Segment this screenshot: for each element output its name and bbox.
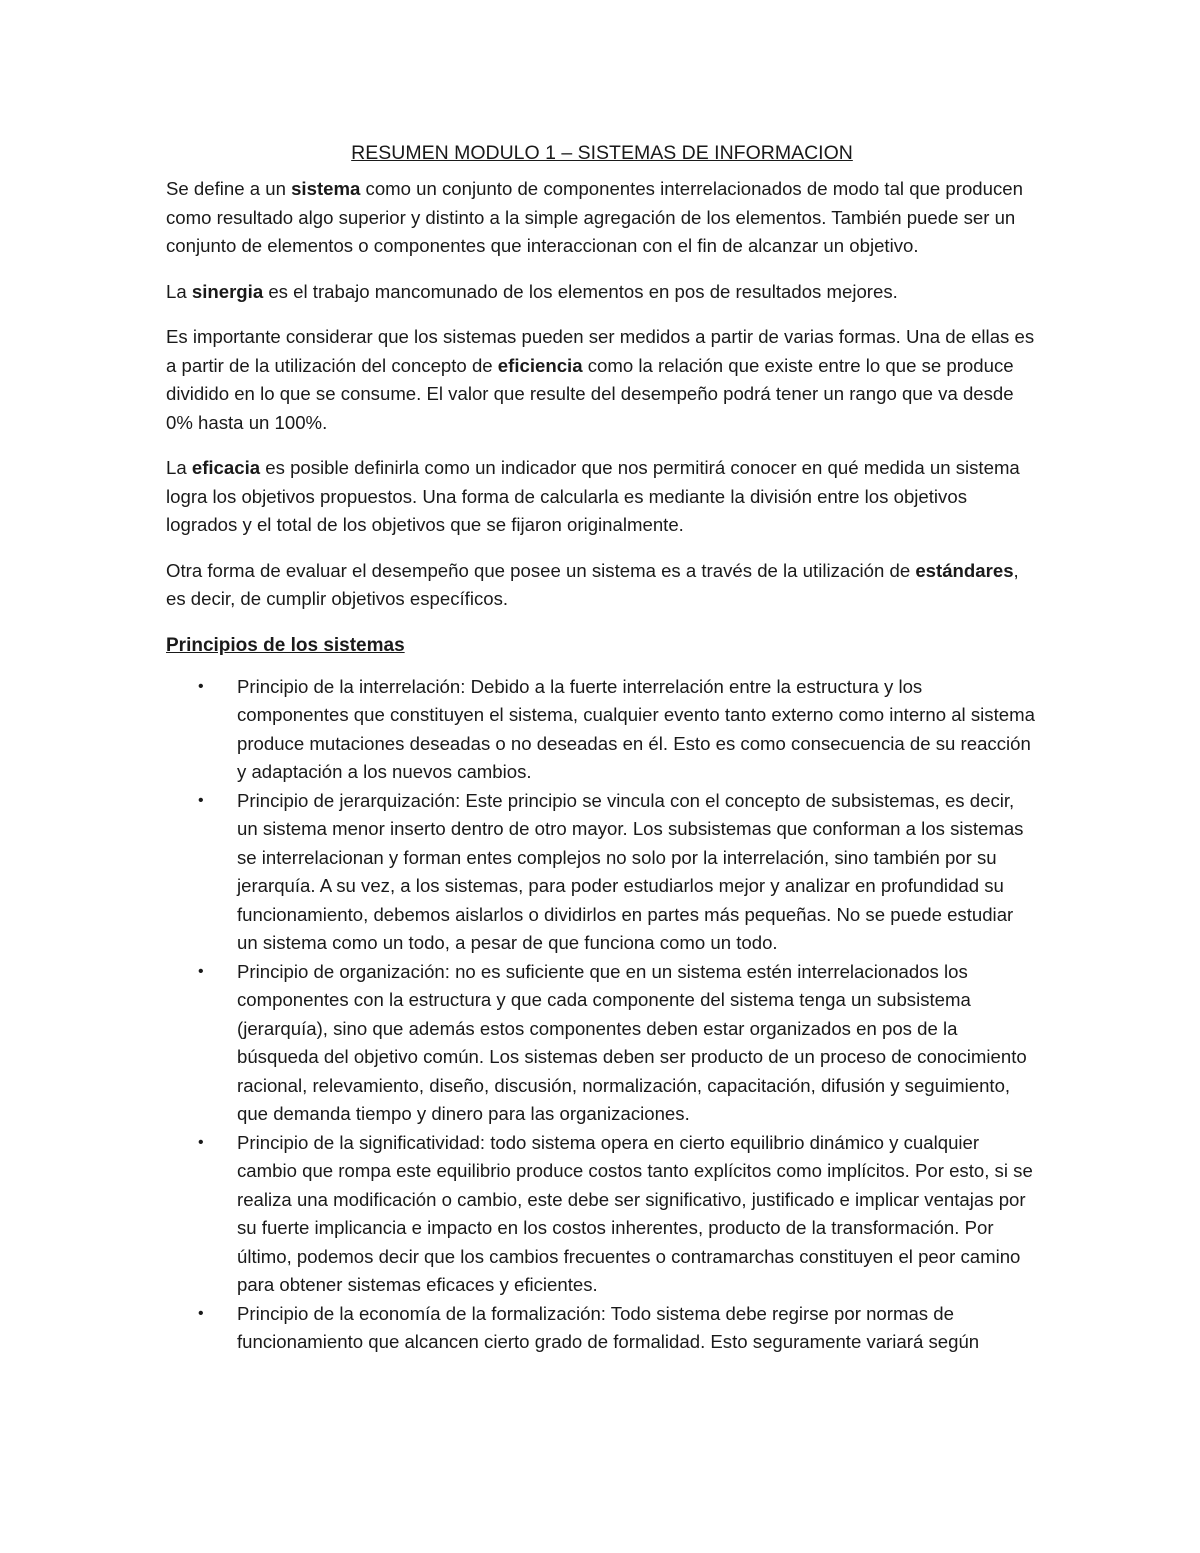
term-estandares: estándares [915,559,1014,581]
text-run: La [166,457,192,478]
bullet-icon: • [198,1304,204,1322]
list-item-text: Principio de la interrelación: Debido a la fuerte interrelación entre la estructura y los componentes que constituyen el sistema, cualquier evento tanto externo como interno al sistema produce mutaciones deseadas o no deseadas en él. Esto es como consecuencia de su reacción y adaptación a los nuevos cambios. [237,675,1035,782]
paragraph-sinergia [166,278,1038,307]
list-item [166,787,1038,958]
principles-list [166,673,1038,1357]
term-eficiencia: eficiencia [497,354,583,376]
bullet-icon: • [198,791,204,809]
list-item [166,673,1038,787]
text-run: es posible definirla como un indicador que nos permitirá conocer en qué medida un sistema logra los objetivos propuestos. Una forma de calcularla es mediante la división entre los objetivos logrados y el total de los objetivos que se fijaron originalmente. [166,457,1020,535]
section-heading-principios: Principios de los sistemas [166,634,405,656]
text-run: como un conjunto de componentes interrelacionados de modo tal que producen como resultado algo superior y distinto a la simple agregación de los elementos. También puede ser un conjunto de elementos o componentes que interaccionan con el fin de alcanzar un objetivo. [166,178,1023,256]
text-run: , es decir, de cumplir objetivos específicos. [166,559,1019,609]
document-title: RESUMEN MODULO 1 – SISTEMAS DE INFORMACION [351,142,853,164]
term-eficacia: eficacia [191,457,261,478]
term-sistema: sistema [291,178,361,199]
list-item [166,1300,1038,1357]
text-run: Se define a un [166,178,292,199]
list-item-text: Principio de la economía de la formalización: Todo sistema debe regirse por normas de funcionamiento que alcancen cierto grado de formalidad. Esto seguramente variará según [237,1302,980,1352]
text-run: como la relación que existe entre lo que se produce dividido en lo que se consume. El valor que resulte del desempeño podrá tener un rango que va desde 0% hasta un 100%. [166,354,1014,433]
text-run: es el trabajo mancomunado de los elementos en pos de resultados mejores. [263,280,898,302]
bullet-icon: • [198,1133,204,1151]
paragraph-sistema [166,175,1038,261]
text-run: Otra forma de evaluar el desempeño que posee un sistema es a través de la utilización de [166,559,916,581]
list-item [166,958,1038,1129]
document-body [166,137,1038,1357]
list-item-text: Principio de la significatividad: todo sistema opera en cierto equilibrio dinámico y cualquier cambio que rompa este equilibrio produce costos tanto explícitos como implícitos. Por esto, si se realiza una modificación o cambio, este debe ser significativo, justificado e implicar ventajas por su fuerte implicancia e impacto en los costos inherentes, producto de la transformación. Por último, podemos decir que los cambios frecuentes o contramarchas constituyen el peor camino para obtener sistemas eficaces y eficientes. [237,1131,1033,1295]
list-item-text: Principio de organización: no es suficiente que en un sistema estén interrelacionados los componentes con la estructura y que cada componente del sistema tenga un subsistema (jerarquía), sino que además estos componentes deben estar organizados en pos de la búsqueda del objetivo común. Los sistemas deben ser producto de un proceso de conocimiento racional, relevamiento, diseño, discusión, normalización, capacitación, difusión y seguimiento, que demanda tiempo y dinero para las organizaciones. [237,960,1027,1124]
list-item [166,1129,1038,1300]
bullet-icon: • [198,962,204,980]
text-run: La [166,280,192,302]
paragraph-eficiencia [166,323,1038,437]
list-item-text: Principio de jerarquización: Este principio se vincula con el concepto de subsistemas, es decir, un sistema menor inserto dentro de otro mayor. Los subsistemas que conforman a los sistemas se interrelacionan y forman entes complejos no solo por la interrelación, sino también por su jerarquía. A su vez, a los sistemas, para poder estudiarlos mejor y analizar en profundidad su funcionamiento, debemos aislarlos o dividirlos en partes más pequeñas. No se puede estudiar un sistema como un todo, a pesar de que funciona como un todo. [237,789,1024,953]
text-run: Es importante considerar que los sistemas pueden ser medidos a partir de varias formas. Una de ellas es a partir de la utilización del concepto de [166,326,1035,376]
paragraph-estandares [166,557,1038,614]
term-sinergia: sinergia [191,280,264,302]
bullet-icon: • [198,677,204,695]
paragraph-eficacia [166,454,1038,540]
